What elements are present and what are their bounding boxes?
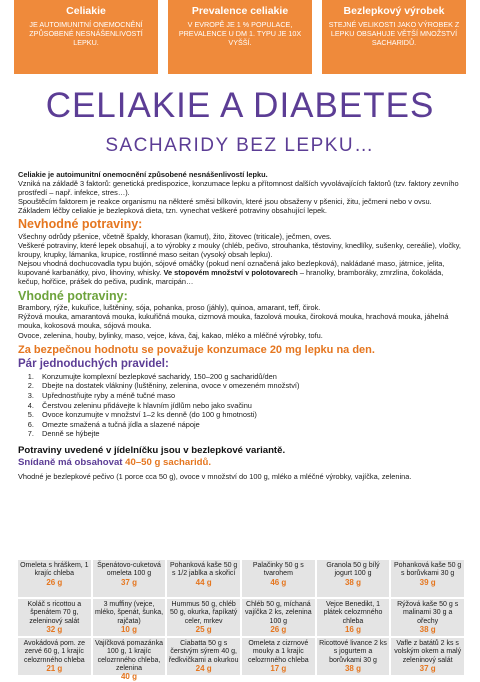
breakfast-item (391, 599, 464, 636)
breakfast-carb-amount: 40–50 g sacharidů. (125, 457, 212, 469)
breakfast-item-desc: Omeleta s hráškem, 1 krajíc chleba (20, 562, 89, 578)
breakfast-item-desc: Vafle z batátů 2 ks s volským okem a malý zeleninový salát (394, 640, 462, 664)
breakfast-item (167, 638, 240, 675)
gluten-limit-heading: Za bezpečnou hodnotu se považuje konzumace 20 mg lepku na den. (18, 343, 375, 356)
intro-paragraph: Spouštěcím faktorem je reakce organismu na některé směsi bílkovin, které jsou obsaženy v pšenici, žitu, ječmeni nebo v ovsu. (18, 197, 432, 207)
breakfast-item (391, 638, 464, 675)
breakfast-item-desc: Špenátovo-cuketová omeleta 100 g (97, 562, 161, 578)
page-subtitle: SACHARIDY BEZ LEPKU… (105, 135, 375, 156)
breakfast-item-grams: 37 g (120, 577, 137, 587)
breakfast-heading (18, 458, 464, 467)
unsuitable-paragraph-tail: – hranolky, bramboráky, zmrzlina, čokoláda, kečup, hořčice, prášek do pečiva, pudink, marcipán… (18, 267, 444, 287)
breakfast-item (18, 599, 91, 636)
breakfast-item (93, 638, 166, 682)
breakfast-item-desc: Avokádová pom. ze zervé 60 g, 1 krajíc celozrnného chleba (23, 640, 85, 664)
breakfast-item-desc: Vajíčková pomazánka 100 g, 1 krajíc celozrnného chleba, zelenina (95, 640, 163, 672)
intro-paragraph: Základem léčby celiakie je bezlepková dieta, tzn. vynechat veškeré potraviny obsahující lepek. (18, 206, 327, 216)
breakfast-item-grams: 40 g (120, 672, 137, 682)
info-box-body: JE AUTOIMUNITNÍ ONEMOCNĚNÍ ZPŮSOBENÉ NESNÁŠENLIVOSTÍ LEPKU. (29, 20, 143, 47)
breakfast-item-desc: Pohanková kaše 50 g s 1/2 jablka a skořicí (169, 562, 238, 578)
breakfast-item-desc: Granola 50 g bílý jogurt 100 g (326, 562, 380, 578)
list-item: 6. Omezte smažená a tučná jídla a slazené nápoje (36, 420, 464, 430)
breakfast-item (93, 560, 166, 597)
intro-section (18, 170, 464, 215)
page-title: CELIAKIE A DIABETES (45, 86, 435, 125)
breakfast-item-desc: 3 muffiny (vejce, mléko, špenát, šunka, rajčata) (94, 601, 164, 625)
breakfast-item-grams: 25 g (195, 624, 212, 634)
breakfast-item-grams: 46 g (270, 577, 287, 587)
info-box-gluten-free-product (322, 0, 466, 74)
breakfast-grid (18, 560, 464, 682)
rules-heading: Pár jednoduchých pravidel: (18, 357, 169, 370)
breakfast-item-grams: 38 g (344, 577, 361, 587)
breakfast-item (242, 638, 315, 675)
breakfast-item (242, 560, 315, 597)
suitable-paragraph: Ovoce, zelenina, houby, bylinky, maso, vejce, káva, čaj, kakao, mléko a mléčné výrobky, tofu. (18, 330, 323, 340)
breakfast-item-grams: 39 g (419, 577, 436, 587)
breakfast-item-desc: Ricottové livance 2 ks s jogurtem a borůvkami 30 g (319, 640, 387, 664)
breakfast-item-desc: Pohanková kaše 50 g s borůvkami 30 g (393, 562, 462, 578)
breakfast-item (18, 560, 91, 597)
breakfast-item (391, 560, 464, 597)
breakfast-item-desc: Palačinky 50 g s tvarohem (252, 562, 304, 578)
breakfast-item (317, 638, 390, 675)
rules-list (18, 372, 464, 439)
breakfast-item (93, 599, 166, 636)
main-content (18, 170, 464, 481)
gluten-free-menu-heading: Potraviny uvedené v jídelníčku jsou v bezlepkové variantě. (18, 444, 286, 456)
unsuitable-foods-text (18, 232, 464, 287)
breakfast-item (317, 560, 390, 597)
breakfast-item-grams: 16 g (344, 624, 361, 634)
breakfast-item-grams: 38 g (344, 663, 361, 673)
list-item: 5. Ovoce konzumujte v množství 1–2 ks denně (do 100 g hmotnosti) (36, 410, 464, 420)
info-box-title: Prevalence celiakie (191, 5, 289, 17)
breakfast-item-grams: 32 g (46, 624, 63, 634)
breakfast-item-desc: Chléb 50 g, míchaná vajíčka 2 ks, zelenina 100 g (245, 601, 312, 625)
breakfast-item (242, 599, 315, 636)
breakfast-item-grams: 26 g (46, 577, 63, 587)
breakfast-item-grams: 26 g (270, 624, 287, 634)
unsuitable-trace-amounts: Ve stopovém množství v polotovarech (163, 267, 298, 277)
info-box-celiakie (14, 0, 158, 74)
list-item: 7. Denně se hýbejte (36, 429, 464, 439)
breakfast-item-grams: 37 g (419, 663, 436, 673)
unsuitable-paragraph: Všechny odrůdy pšenice, včetně špaldy, khorasan (kamut), žito, žitovec (triticale), ječmen, oves. (18, 231, 332, 241)
breakfast-item-grams: 38 g (419, 624, 436, 634)
list-item: 3. Upřednostňujte ryby a méně tučné maso (36, 391, 464, 401)
intro-paragraph: Vzniká na základě 3 faktorů: genetická predispozice, konzumace lepku a přítomnost dalších vyvolávajících faktorů (tzv. faktory zevního prostředí – např. infekce, stres…). (18, 179, 459, 198)
breakfast-item-desc: Vejce Benedikt, 1 plátek celozrnného chleba (323, 601, 383, 625)
list-item: 4. Čerstvou zeleninu přidávejte k hlavním jídlům nebo jako svačinu (36, 401, 464, 411)
info-box-title: Bezlepkový výrobek (343, 5, 445, 17)
suitable-foods-text (18, 303, 464, 339)
breakfast-item-grams: 44 g (195, 577, 212, 587)
breakfast-item (167, 560, 240, 597)
info-box-body: STEJNÉ VELIKOSTI JAKO VÝROBEK Z LEPKU OBSAHUJE VĚTŠÍ MNOŽSTVÍ SACHARIDŮ. (328, 20, 460, 47)
breakfast-item-desc: Ciabatta 50 g s čerstvým sýrem 40 g, ředkvičkami a okurkou (168, 640, 239, 664)
info-box-prevalence (168, 0, 312, 74)
breakfast-note: Vhodné je bezlepkové pečivo (1 porce cca 50 g), ovoce v množství do 100 g, mléko a mléčné výrobky, vajíčka, zelenina. (18, 472, 412, 482)
info-box-body: V EVROPĚ JE 1 % POPULACE, PREVALENCE U DM 1. TYPU JE 10X VYŠŠÍ. (178, 20, 302, 47)
breakfast-item-desc: Koláč s ricottou a špenátem 70 g, zeleninový salát (27, 601, 82, 625)
list-item: 1. Konzumujte komplexní bezlepkové sacharidy, 150–200 g sacharidů/den (36, 372, 464, 382)
breakfast-heading-text: Snídaně má obsahovat (18, 457, 123, 469)
breakfast-item (18, 638, 91, 675)
unsuitable-paragraph: Veškeré potraviny, které lepek obsahují, a to výrobky z mouky (chléb, pečivo, strouhanka, těstoviny, knedlíky, sušenky, cereálie), vločky, kroupy, krupky, lámanka, krupice, rostlinné maso seitan (vysoký obsah lepku). (18, 240, 461, 259)
list-item: 2. Dbejte na dostatek vlákniny (luštěniny, zelenina, ovoce v omezeném množství) (36, 381, 464, 391)
unsuitable-paragraph: Nejsou vhodná dochucovadla typu bujón, sójové omáčky (pokud není označená jako bezlepková), nakládané maso, játrnice, jelita, kupované karbanátky, pivo, lihoviny, whisky. (18, 258, 445, 277)
suitable-paragraph: Rýžová mouka, amarantová mouka, kukuřičná mouka, cizrnová mouka, fazolová mouka, čiroková mouka, hrachová mouka, jáhelná mouka, kokosová mouka, sójová mouka. (18, 312, 449, 331)
info-box-title: Celiakie (66, 5, 106, 17)
suitable-paragraph: Brambory, rýže, kukuřice, luštěniny, sója, pohanka, proso (jáhly), quinoa, amarant, teff, čirok. (18, 303, 321, 313)
breakfast-item-grams: 17 g (270, 663, 287, 673)
breakfast-item-desc: Rýžová kaše 50 g s malinami 30 g a ořechy (397, 601, 459, 625)
breakfast-item-grams: 10 g (120, 624, 137, 634)
intro-bold-line: Celiakie je autoimunitní onemocnění způsobené nesnášenlivostí lepku. (18, 170, 268, 179)
breakfast-item-desc: Hummus 50 g, chléb 50 g, okurka, řapíkatý celer, mrkev (169, 601, 238, 625)
suitable-foods-heading: Vhodné potraviny: (18, 289, 128, 304)
breakfast-item (167, 599, 240, 636)
breakfast-item-desc: Omeleta z cizrnové mouky a 1 krajíc celozrnného chleba (247, 640, 309, 664)
info-boxes (14, 0, 466, 74)
unsuitable-foods-heading: Nevhodné potraviny: (18, 217, 143, 232)
breakfast-item-grams: 24 g (195, 663, 212, 673)
breakfast-item (317, 599, 390, 636)
breakfast-item-grams: 21 g (46, 663, 63, 673)
